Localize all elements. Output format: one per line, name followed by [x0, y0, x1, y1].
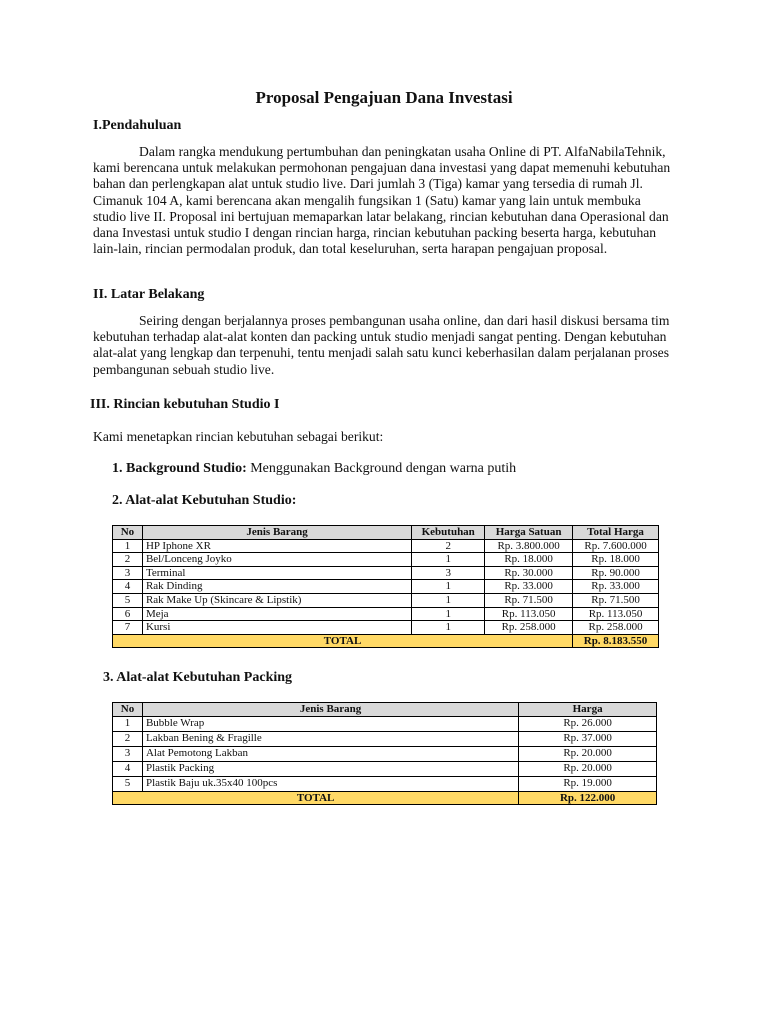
item-alat-studio-label: 2. Alat-alat Kebutuhan Studio:: [112, 493, 297, 508]
table-cell: Bel/Lonceng Joyko: [142, 553, 411, 567]
paragraph-latar-belakang: Seiring dengan berjalannya proses pembangunan usaha online, dan dari hasil diskusi bersama tim kebutuhan terhadap alat-alat konten dan packing untuk studio menjadi sangat penting. Dengan kebutuhan alat-alat yang lengkap dan terpenuhi, tentu menjadi salah satu kunci keberhasilan dalam perjalanan proses pembangunan sebuah studio live.: [93, 313, 670, 377]
table-cell: Rp. 18.000: [573, 553, 659, 567]
total-value: Rp. 122.000: [519, 791, 657, 805]
table-cell: 3: [113, 746, 143, 761]
section-heading-latar-belakang: II. Latar Belakang: [93, 287, 205, 302]
table-cell: Bubble Wrap: [142, 716, 518, 731]
table-cell: 2: [412, 539, 485, 553]
table-cell: Lakban Bening & Fragille: [142, 731, 518, 746]
table-cell: Rak Make Up (Skincare & Lipstik): [142, 593, 411, 607]
table-cell: 1: [412, 593, 485, 607]
table-cell: Rp. 258.000: [573, 621, 659, 635]
page-title: Proposal Pengajuan Dana Investasi: [255, 88, 513, 107]
table-cell: Rp. 33.000: [485, 580, 573, 594]
total-label: TOTAL: [113, 791, 519, 805]
table-cell: Rp. 26.000: [519, 716, 657, 731]
column-header: No: [113, 703, 143, 717]
table-cell: Rp. 3.800.000: [485, 539, 573, 553]
table-cell: 1: [412, 553, 485, 567]
table-row: [113, 580, 659, 594]
table-cell: Rp. 113.050: [485, 607, 573, 621]
packing-needs-table: [112, 702, 657, 805]
paragraph-pendahuluan: Dalam rangka mendukung pertumbuhan dan peningkatan usaha Online di PT. AlfaNabilaTehnik, kami berencana untuk melakukan permohonan pengajuan dana investasi yang dapat memenuhi kebutuhan bahan dan perlengkapan alat untuk studio live. Dari jumlah 3 (Tiga) kamar yang tersedia di rumah Jl. Cimanuk 104 A, kami berencana akan mengalih fungsikan 1 (Satu) kamar yang lain untuk membuka studio live II. Proposal ini bertujuan memaparkan latar belakang, rincian kebutuhan dana Operasional dan dana Investasi untuk studio I dengan rincian harga, rincian kebutuhan packing beserta harga, kebutuhan lain-lain, rincian permodalan produk, dan total keseluruhan, serta harapan pengajuan proposal.: [93, 144, 671, 257]
table-cell: 1: [113, 539, 143, 553]
table-cell: 1: [412, 607, 485, 621]
table-cell: Rp. 19.000: [519, 776, 657, 791]
table-cell: Plastik Baju uk.35x40 100pcs: [142, 776, 518, 791]
table-cell: 2: [113, 553, 143, 567]
table-cell: Terminal: [142, 566, 411, 580]
table-cell: Rp. 71.500: [573, 593, 659, 607]
table-cell: HP Iphone XR: [142, 539, 411, 553]
table-cell: Kursi: [142, 621, 411, 635]
table-cell: 5: [113, 776, 143, 791]
table-cell: 7: [113, 621, 143, 635]
rincian-intro: Kami menetapkan rincian kebutuhan sebagai berikut:: [93, 429, 384, 444]
table-cell: Rp. 33.000: [573, 580, 659, 594]
table-row: [113, 776, 657, 791]
table-cell: Rp. 7.600.000: [573, 539, 659, 553]
table-header-row: [113, 703, 657, 717]
table-row: [113, 746, 657, 761]
table-row: [113, 566, 659, 580]
table-total-row: [113, 634, 659, 648]
table-cell: 1: [113, 716, 143, 731]
item-background-studio-text: Menggunakan Background dengan warna putih: [250, 461, 517, 476]
section-heading-pendahuluan: I.Pendahuluan: [93, 118, 182, 133]
table-cell: 5: [113, 593, 143, 607]
item-alat-studio-heading: [112, 493, 296, 509]
table-cell: Rp. 71.500: [485, 593, 573, 607]
table-cell: 4: [113, 580, 143, 594]
table-row: [113, 539, 659, 553]
table-cell: Rp. 37.000: [519, 731, 657, 746]
table-cell: 2: [113, 731, 143, 746]
column-header: Harga: [519, 703, 657, 717]
column-header: Kebutuhan: [412, 526, 485, 540]
total-label: TOTAL: [113, 634, 573, 648]
item-alat-packing-label: 3. Alat-alat Kebutuhan Packing: [103, 670, 293, 685]
table-row: [113, 761, 657, 776]
table-total-row: [113, 791, 657, 805]
table-row: [113, 716, 657, 731]
column-header: Jenis Barang: [142, 703, 518, 717]
column-header: Harga Satuan: [485, 526, 573, 540]
studio-needs-table: [112, 525, 659, 648]
table-row: [113, 731, 657, 746]
table-cell: 3: [412, 566, 485, 580]
item-background-studio: [112, 461, 516, 477]
table-cell: 1: [412, 580, 485, 594]
table-cell: 4: [113, 761, 143, 776]
table-row: [113, 621, 659, 635]
table-cell: 6: [113, 607, 143, 621]
column-header: Jenis Barang: [142, 526, 411, 540]
table-cell: Alat Pemotong Lakban: [142, 746, 518, 761]
table-cell: Rp. 30.000: [485, 566, 573, 580]
item-alat-packing-heading: [103, 670, 292, 686]
table-cell: Rp. 20.000: [519, 761, 657, 776]
section-heading-rincian: III. Rincian kebutuhan Studio I: [90, 397, 280, 412]
table-cell: Meja: [142, 607, 411, 621]
column-header: Total Harga: [573, 526, 659, 540]
column-header: No: [113, 526, 143, 540]
table-row: [113, 607, 659, 621]
table-row: [113, 553, 659, 567]
table-cell: Rp. 18.000: [485, 553, 573, 567]
table-cell: 3: [113, 566, 143, 580]
table-cell: Rp. 113.050: [573, 607, 659, 621]
table-header-row: [113, 526, 659, 540]
item-background-studio-label: 1. Background Studio:: [112, 461, 247, 476]
table-row: [113, 593, 659, 607]
table-cell: Plastik Packing: [142, 761, 518, 776]
table-cell: Rp. 20.000: [519, 746, 657, 761]
table-cell: Rak Dinding: [142, 580, 411, 594]
total-value: Rp. 8.183.550: [573, 634, 659, 648]
table-cell: Rp. 90.000: [573, 566, 659, 580]
table-cell: 1: [412, 621, 485, 635]
table-cell: Rp. 258.000: [485, 621, 573, 635]
